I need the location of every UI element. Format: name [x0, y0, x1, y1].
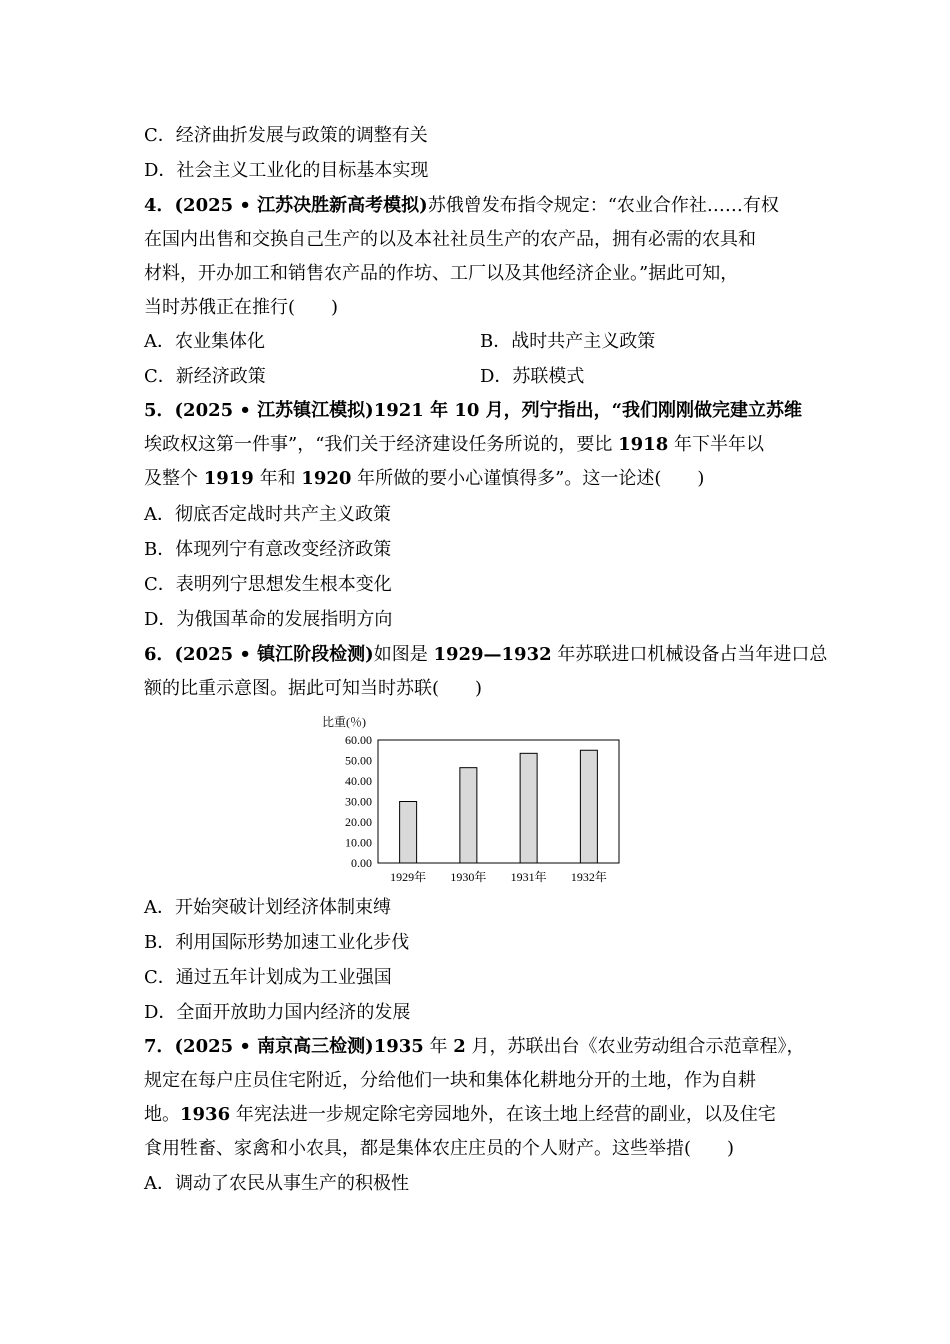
q7-text-3c: 年宪法进一步规定除宅旁园地外，在该土地上经营的副业，以及住宅: [230, 1104, 776, 1125]
q4-line-1: [144, 194, 779, 218]
q4-option-d: D．苏联模式: [480, 366, 585, 387]
q6-option-d: D．全面开放助力国内经济的发展: [144, 1002, 411, 1023]
chart-x-tick-label: 1930年: [450, 870, 487, 884]
q3-option-d: D．社会主义工业化的目标基本实现: [144, 160, 429, 181]
q7-text-1a: 1935: [373, 1036, 424, 1057]
q4-text-1: 苏俄曾发布指令规定：“农业合作社……有权: [427, 195, 779, 216]
q6-line-1: [144, 643, 827, 667]
q7-text-3a: 地。: [144, 1104, 180, 1125]
q6-line-2: 额的比重示意图。据此可知当时苏联( ): [144, 678, 483, 699]
chart-y-tick-label: 30.00: [345, 794, 372, 809]
q5-text-3b: 1919: [203, 468, 254, 489]
q4-option-a: A．农业集体化: [144, 331, 265, 352]
chart-x-tick-label: 1929年: [390, 870, 427, 884]
q5-option-d: D．为俄国革命的发展指明方向: [144, 609, 393, 630]
q6-text-1c: 年苏联进口机械设备占当年进口总: [551, 644, 828, 665]
q5-text-3e: 年所做的要小心谨慎得多”。这一论述( ): [351, 468, 705, 489]
q5-line-3: [144, 467, 704, 491]
q3-option-c: C．经济曲折发展与政策的调整有关: [144, 125, 428, 146]
chart-y-tick-label: 10.00: [345, 835, 372, 850]
q7-text-1c: 2: [453, 1036, 466, 1057]
chart-y-tick-label: 0.00: [351, 856, 372, 870]
q6-text-1a: 如图是: [373, 644, 434, 665]
q5-text-2b: 1918: [618, 434, 669, 455]
chart-x-labels: [390, 869, 607, 884]
q5-text-2c: 年下半年以: [668, 434, 764, 455]
q7-line-1: [144, 1035, 805, 1059]
chart-x-tick-label: 1932年: [570, 870, 607, 884]
q5-source: 5．(2025 • 江苏镇江模拟): [144, 400, 374, 421]
chart-y-tick-label: 20.00: [345, 815, 372, 829]
q6-option-c: C．通过五年计划成为工业强国: [144, 967, 392, 988]
chart-bar: [580, 750, 597, 863]
q5-text-2a: 埃政权这第一件事”，“我们关于经济建设任务所说的，要比: [144, 434, 619, 455]
chart-bars: [400, 750, 598, 863]
q6-option-a: A．开始突破计划经济体制束缚: [144, 897, 391, 918]
q6-option-b: B．利用国际形势加速工业化步伐: [144, 932, 410, 953]
q7-text-1d: 月，苏联出台《农业劳动组合示范章程》，: [465, 1036, 805, 1057]
q7-line-3: [144, 1103, 776, 1127]
q5-line-1: [144, 399, 802, 423]
q5-option-c: C．表明列宁思想发生根本变化: [144, 574, 392, 595]
q4-line-2: 在国内出售和交换自己生产的以及本社社员生产的农产品，拥有必需的农具和: [144, 229, 756, 250]
chart-y-tick-label: 50.00: [345, 753, 372, 768]
q4-line-4: 当时苏俄正在推行( ): [144, 297, 339, 318]
q7-option-a: A．调动了农民从事生产的积极性: [144, 1173, 409, 1194]
q4-source: 4．(2025 • 江苏决胜新高考模拟): [144, 195, 428, 216]
q6-text-1b: 1929—1932: [433, 644, 552, 665]
q7-source: 7．(2025 • 南京高三检测): [144, 1036, 374, 1057]
chart-y-tick-label: 40.00: [345, 774, 372, 788]
q7-text-1b: 年: [423, 1036, 454, 1057]
q5-option-a: A．彻底否定战时共产主义政策: [144, 504, 391, 525]
chart-y-ticks: [345, 733, 372, 870]
q5-line-2: [144, 433, 764, 457]
import-ratio-chart: [310, 710, 640, 890]
q5-text-3c: 年和: [253, 468, 302, 489]
chart-y-axis-label: 比重(％): [322, 715, 366, 729]
q7-line-4: 食用牲畜、家禽和小农具，都是集体农庄庄员的个人财产。这些举措( ): [144, 1138, 735, 1159]
q5-text-3a: 及整个: [144, 468, 204, 489]
chart-svg: [310, 710, 640, 890]
chart-bar: [460, 768, 477, 863]
q4-option-b: B．战时共产主义政策: [480, 331, 656, 352]
chart-bar: [520, 753, 537, 863]
chart-bar: [400, 802, 417, 864]
q4-line-3: 材料，开办加工和销售农产品的作坊、工厂以及其他经济企业。”据此可知，: [144, 263, 739, 284]
chart-x-tick-label: 1931年: [510, 870, 547, 884]
chart-y-tick-label: 60.00: [345, 733, 372, 747]
q5-option-b: B．体现列宁有意改变经济政策: [144, 539, 392, 560]
q6-source: 6．(2025 • 镇江阶段检测): [144, 644, 374, 665]
q7-line-2: 规定在每户庄员住宅附近，分给他们一块和集体化耕地分开的土地，作为自耕: [144, 1070, 756, 1091]
q5-text-3d: 1920: [301, 468, 352, 489]
q4-option-c: C．新经济政策: [144, 366, 266, 387]
q7-text-3b: 1936: [180, 1104, 231, 1125]
q5-text-1: 1921 年 10 月，列宁指出，“我们刚刚做完建立苏维: [373, 400, 803, 421]
